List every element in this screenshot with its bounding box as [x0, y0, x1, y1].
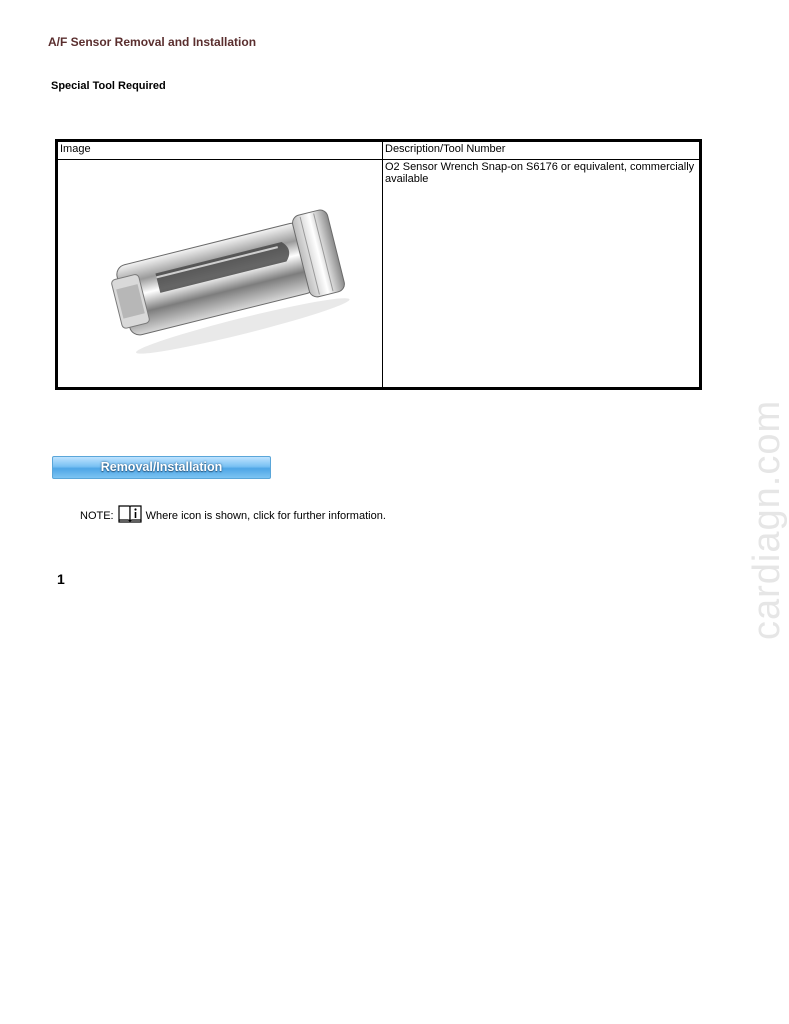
table-header-row	[57, 141, 701, 160]
o2-sensor-socket-wrench-image	[98, 200, 358, 350]
watermark: cardiagn.com	[746, 399, 788, 640]
removal-installation-button[interactable]: Removal/Installation	[52, 456, 271, 479]
info-book-icon[interactable]	[117, 503, 143, 523]
note	[80, 503, 386, 523]
tool-image-cell	[57, 160, 383, 389]
note-label: NOTE:	[80, 510, 114, 522]
section-heading: Special Tool Required	[51, 80, 166, 92]
table-row	[57, 160, 701, 389]
table-header-description: Description/Tool Number	[383, 141, 701, 160]
special-tool-table	[55, 139, 702, 390]
tool-description-cell: O2 Sensor Wrench Snap-on S6176 or equivalent, commercially available	[383, 160, 701, 389]
step-number: 1	[57, 571, 65, 587]
table-header-image: Image	[57, 141, 383, 160]
document-title: A/F Sensor Removal and Installation	[48, 35, 257, 49]
note-text: Where icon is shown, click for further information.	[145, 510, 386, 522]
